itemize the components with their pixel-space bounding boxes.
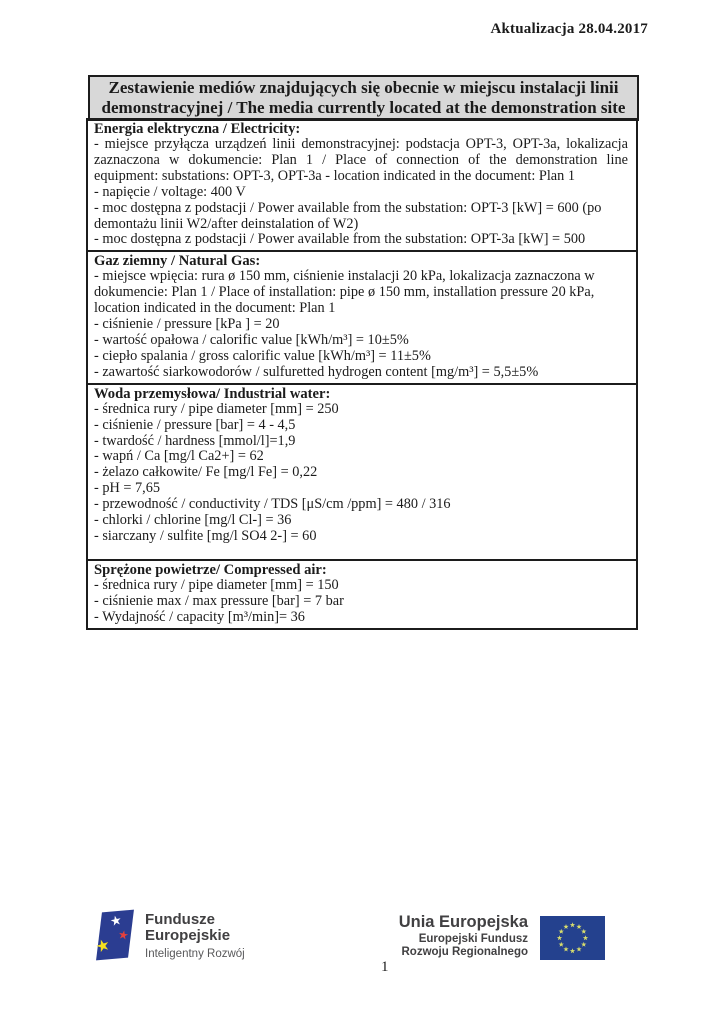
eu-subtitle-line-2: Rozwoju Regionalnego: [401, 946, 528, 958]
star-yellow-icon: ★: [93, 936, 113, 957]
media-section: [88, 385, 636, 561]
media-table: [86, 118, 638, 630]
media-section: [88, 120, 636, 252]
section-items: [94, 402, 628, 545]
fundusze-europejskie-logo: [93, 908, 245, 962]
section-items: [94, 137, 628, 248]
section-item: - średnica rury / pipe diameter [mm] = 150: [94, 576, 339, 593]
star-red-icon: ★: [116, 927, 130, 943]
section-item: - siarczany / sulfite [mg/l SO4 2-] = 60: [94, 527, 317, 544]
eu-title: Unia Europejska: [398, 913, 528, 931]
page-number: 1: [381, 959, 389, 975]
star-white-icon: ★: [108, 911, 124, 930]
media-section: [88, 252, 636, 384]
update-date: Aktualizacja 28.04.2017: [490, 21, 648, 37]
section-item: - napięcie / voltage: 400 V: [94, 183, 246, 200]
section-item: - wapń / Ca [mg/l Ca2+] = 62: [94, 448, 264, 465]
section-heading: Woda przemysłowa/ Industrial water:: [94, 385, 331, 402]
eu-logo-text: [399, 912, 528, 959]
section-item: - ciśnienie / pressure [kPa ] = 20: [94, 316, 280, 333]
section-item: - przewodność / conductivity / TDS [μS/cm /ppm] = 480 / 316: [94, 496, 451, 513]
section-item: - pH = 7,65: [94, 480, 161, 497]
section-item: - miejsce wpięcia: rura ø 150 mm, ciśnienie instalacji 20 kPa, lokalizacja zaznaczona w dokumencie: Plan 1 / Place of installation: pipe ø 150 mm, installation pressure 20 kPa, location indicated in the document: Plan 1: [94, 268, 595, 317]
section-items: [94, 578, 628, 626]
section-item: - wartość opałowa / calorific value [kWh/m³] = 10±5%: [94, 331, 409, 348]
document-title: [88, 75, 639, 121]
section-items: [94, 269, 628, 380]
section-item: - chlorki / chlorine [mg/l Cl-] = 36: [94, 512, 292, 529]
section-item: - żelazo całkowite/ Fe [mg/l Fe] = 0,22: [94, 464, 318, 481]
section-item: - średnica rury / pipe diameter [mm] = 250: [94, 400, 339, 417]
fundusze-title-line-2: Europejskie: [145, 927, 231, 944]
section-item: - twardość / hardness [mmol/l]=1,9: [94, 432, 296, 449]
media-section: [88, 561, 636, 628]
section-heading: Sprężone powietrze/ Compressed air:: [94, 561, 327, 578]
section-item: - zawartość siarkowodorów / sulfuretted hydrogen content [mg/m³] = 5,5±5%: [94, 363, 539, 380]
fundusze-logo-text: [145, 908, 245, 960]
section-heading: Gaz ziemny / Natural Gas:: [94, 253, 261, 270]
section-item: - ciśnienie / pressure [bar] = 4 - 4,5: [94, 416, 296, 433]
section-item: - moc dostępna z podstacji / Power available from the substation: OPT-3 [kW] = 600 (po demontażu linii W2/after deinstalation of W2): [94, 199, 602, 232]
section-item: - ciepło spalania / gross calorific value [kWh/m³] = 11±5%: [94, 347, 431, 364]
section-item: - miejsce przyłącza urządzeń linii demonstracyjnej: podstacja OPT-3, OPT-3a, lokalizacja zaznaczona w dokumencie: Plan 1 / Place of connection of the demonstration line equipment: substations: OPT-3, OPT-3a - location indicated in the document: Plan 1: [94, 136, 628, 184]
unia-europejska-logo: [399, 912, 605, 960]
title-line-1: Zestawienie mediów znajdujących się obecnie w miejscu instalacji linii: [108, 78, 619, 97]
fundusze-subtitle: Inteligentny Rozwój: [145, 948, 245, 960]
section-item: - ciśnienie max / max pressure [bar] = 7 bar: [94, 592, 344, 609]
eu-flag-icon: [540, 916, 605, 960]
section-item: - moc dostępna z podstacji / Power available from the substation: OPT-3a [kW] = 500: [94, 231, 586, 248]
fundusze-europejskie-flag-icon: [93, 909, 134, 962]
section-heading: Energia elektryczna / Electricity:: [94, 121, 301, 137]
fundusze-title-line-1: Fundusze: [145, 911, 215, 928]
section-item: - Wydajność / capacity [m³/min]= 36: [94, 608, 305, 625]
title-line-2: demonstracyjnej / The media currently located at the demonstration site: [101, 98, 626, 117]
eu-subtitle-line-1: Europejski Fundusz: [418, 933, 528, 945]
